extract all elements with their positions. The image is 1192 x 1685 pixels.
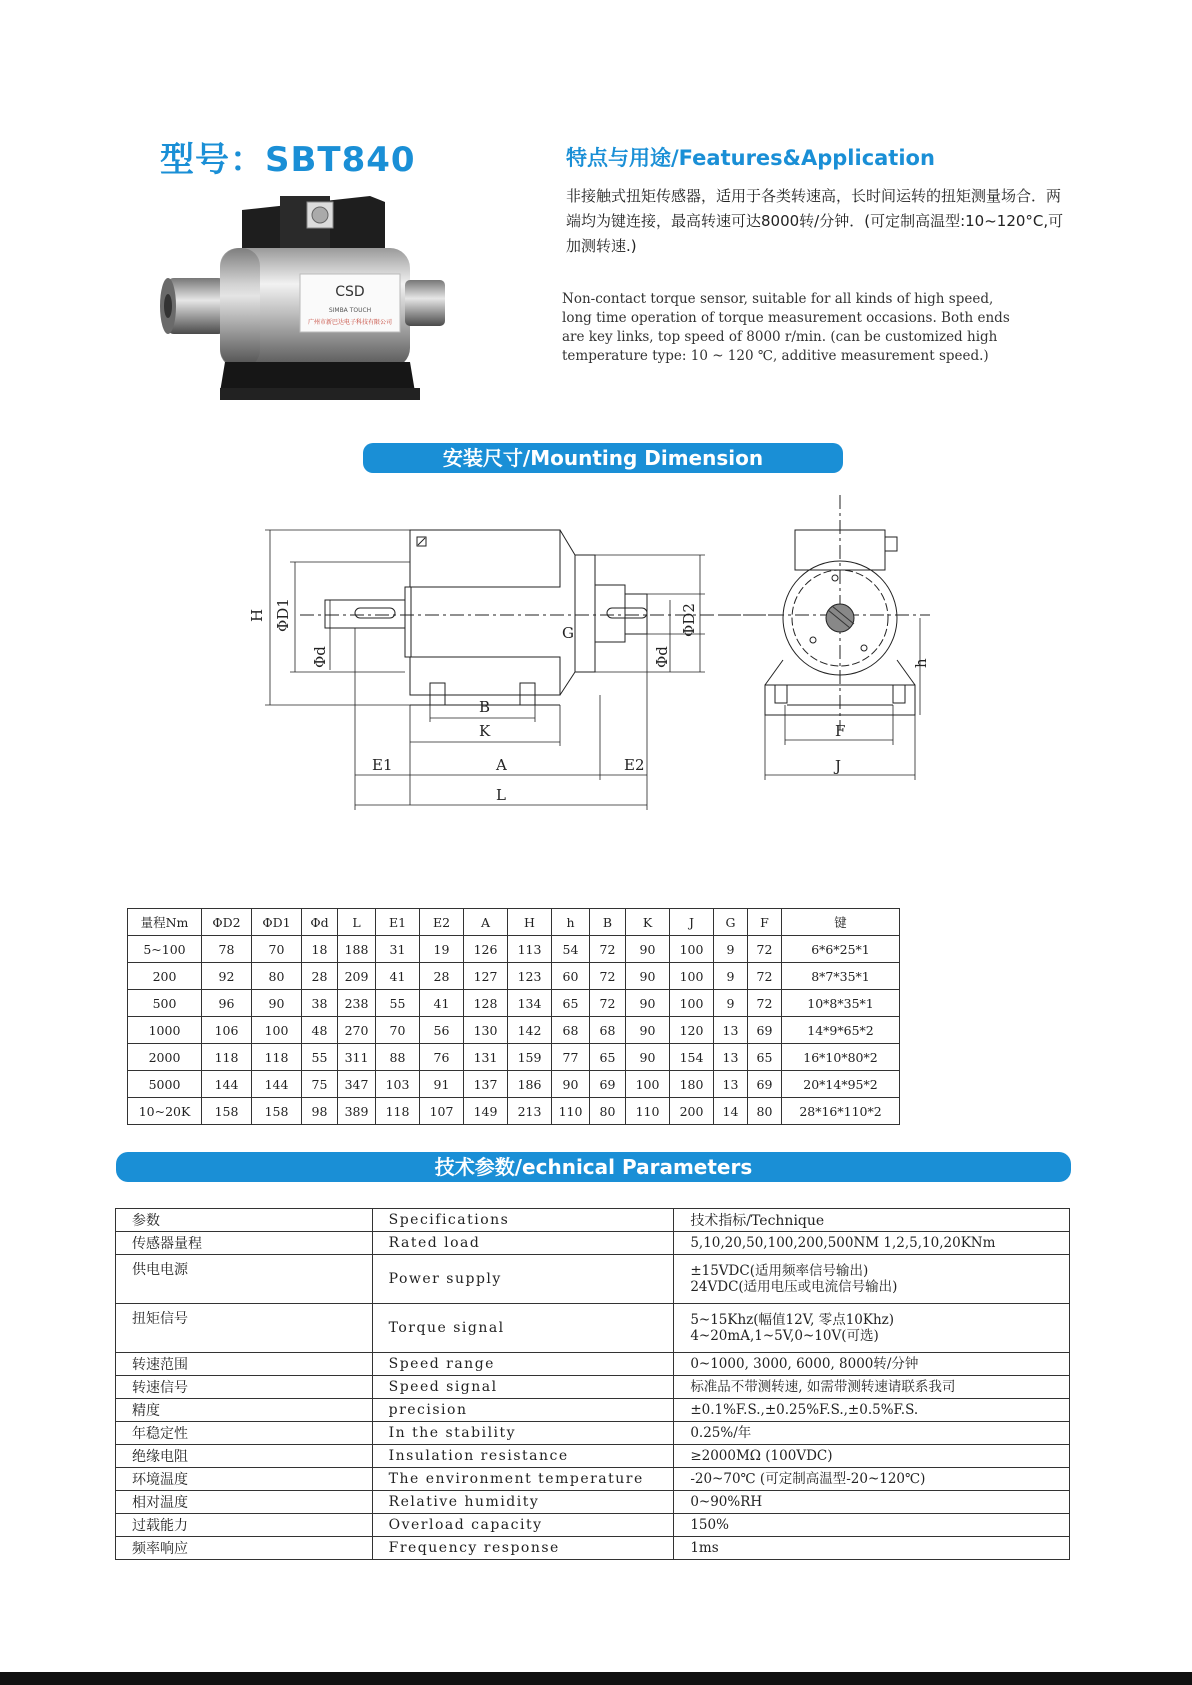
dimension-row — [128, 990, 900, 1017]
dimension-cell: 188 — [338, 936, 376, 963]
dimension-cell: 238 — [338, 990, 376, 1017]
tech-header-spec: Specifications — [372, 1209, 674, 1232]
dimension-cell: 54 — [552, 936, 590, 963]
english-description: Non-contact torque sensor, suitable for all kinds of high speed, long time operation of torque measurement occasions. Both ends are key links, top speed of 8000 r/min. (can be customized high temperature type: 10 ~ 120 ℃, additive measurement speed.) — [562, 291, 1010, 364]
dimension-cell: 90 — [626, 1044, 670, 1071]
tech-param-en: precision — [372, 1399, 674, 1422]
tech-header-row — [116, 1209, 1070, 1232]
dimension-cell: 14*9*65*2 — [782, 1017, 900, 1044]
dimension-cell: 5000 — [128, 1071, 202, 1098]
tech-row — [116, 1422, 1070, 1445]
dimension-cell: 347 — [338, 1071, 376, 1098]
dimension-cell: 90 — [626, 1017, 670, 1044]
dimension-cell: 80 — [252, 963, 302, 990]
dimension-cell: 123 — [508, 963, 552, 990]
tech-param-value — [674, 1422, 1070, 1445]
dimension-cell: 75 — [302, 1071, 338, 1098]
tech-row — [116, 1468, 1070, 1491]
dimension-cell: 1000 — [128, 1017, 202, 1044]
tech-param-cn: 转速信号 — [116, 1376, 373, 1399]
dimension-header-row — [128, 909, 900, 936]
dimension-cell: 68 — [590, 1017, 626, 1044]
dimension-header-cell: H — [508, 909, 552, 936]
tech-param-value — [674, 1353, 1070, 1376]
tech-param-cn: 绝缘电阻 — [116, 1445, 373, 1468]
dimension-cell: 144 — [202, 1071, 252, 1098]
tech-param-en: Power supply — [372, 1255, 674, 1304]
dimension-cell: 106 — [202, 1017, 252, 1044]
model-title: 型号：SBT840 — [160, 140, 416, 180]
dimension-cell: 200 — [670, 1098, 714, 1125]
dimension-cell: 10~20K — [128, 1098, 202, 1125]
tech-row — [116, 1304, 1070, 1353]
dimension-row — [128, 1017, 900, 1044]
dimension-cell: 96 — [202, 990, 252, 1017]
dimension-cell: 56 — [420, 1017, 464, 1044]
technical-parameters-table — [115, 1208, 1070, 1560]
dimension-cell: 68 — [552, 1017, 590, 1044]
dimension-header-cell: G — [714, 909, 748, 936]
dimension-cell: 60 — [552, 963, 590, 990]
dimension-cell: 76 — [420, 1044, 464, 1071]
dimension-cell: 209 — [338, 963, 376, 990]
tech-row — [116, 1514, 1070, 1537]
tech-param-en: In the stability — [372, 1422, 674, 1445]
dimension-header-cell: 键 — [782, 909, 900, 936]
tech-param-value — [674, 1304, 1070, 1353]
dimension-cell: 9 — [714, 990, 748, 1017]
tech-param-cn: 频率响应 — [116, 1537, 373, 1560]
tech-value-line: 4~20mA,1~5V,0~10V(可选) — [690, 1328, 879, 1344]
label-G: G — [562, 624, 574, 642]
label-H: H — [248, 608, 266, 622]
dimension-header-cell: E2 — [420, 909, 464, 936]
dimension-cell: 18 — [302, 936, 338, 963]
dimension-cell: 19 — [420, 936, 464, 963]
tech-row — [116, 1445, 1070, 1468]
label-L: L — [496, 786, 506, 804]
dimension-cell: 92 — [202, 963, 252, 990]
dimension-cell: 100 — [626, 1071, 670, 1098]
dimension-cell: 90 — [626, 963, 670, 990]
label-E2: E2 — [624, 756, 645, 774]
company-text: 广州市新巴达电子科技有限公司 — [307, 319, 393, 326]
dimension-header-cell: h — [552, 909, 590, 936]
dimension-cell: 127 — [464, 963, 508, 990]
dimension-cell: 9 — [714, 936, 748, 963]
tech-value-line: ≥2000MΩ (100VDC) — [690, 1448, 833, 1464]
tech-param-cn: 环境温度 — [116, 1468, 373, 1491]
dimension-cell: 159 — [508, 1044, 552, 1071]
dimension-header-cell: ΦD2 — [202, 909, 252, 936]
chinese-description: 非接触式扭矩传感器，适用于各类转速高，长时间运转的扭矩测量场合．两端均为键连接，最高转速可达8000转/分钟．(可定制高温型:10~120°C,可加测转速.) — [566, 187, 1064, 255]
tech-param-cn: 扭矩信号 — [116, 1304, 373, 1353]
label-h: h — [912, 658, 930, 668]
tech-value-line: ±15VDC(适用频率信号输出) — [690, 1263, 869, 1279]
dimension-cell: 16*10*80*2 — [782, 1044, 900, 1071]
dimension-header-cell: ΦD1 — [252, 909, 302, 936]
svg-text:CSD: CSD — [335, 284, 365, 300]
tech-param-cn: 精度 — [116, 1399, 373, 1422]
label-K: K — [479, 722, 491, 740]
product-photo — [160, 192, 460, 412]
dimension-header-cell: A — [464, 909, 508, 936]
tech-value-line: 0.25%/年 — [690, 1425, 752, 1441]
dimension-cell: 180 — [670, 1071, 714, 1098]
dimension-cell: 28*16*110*2 — [782, 1098, 900, 1125]
tech-row — [116, 1232, 1070, 1255]
dimension-cell: 69 — [748, 1017, 782, 1044]
dimension-cell: 28 — [302, 963, 338, 990]
tech-row — [116, 1399, 1070, 1422]
tech-param-cn: 过载能力 — [116, 1514, 373, 1537]
dimension-cell: 126 — [464, 936, 508, 963]
tech-param-en: The environment temperature — [372, 1468, 674, 1491]
dimension-cell: 186 — [508, 1071, 552, 1098]
dimension-header-cell: B — [590, 909, 626, 936]
dimension-cell: 137 — [464, 1071, 508, 1098]
dimension-header-cell: L — [338, 909, 376, 936]
dimension-cell: 200 — [128, 963, 202, 990]
dimension-cell: 28 — [420, 963, 464, 990]
dimension-cell: 100 — [252, 1017, 302, 1044]
dimension-cell: 128 — [464, 990, 508, 1017]
dimension-cell: 90 — [626, 936, 670, 963]
dimension-cell: 107 — [420, 1098, 464, 1125]
dimension-cell: 70 — [252, 936, 302, 963]
dimension-cell: 158 — [202, 1098, 252, 1125]
dimension-header-cell: K — [626, 909, 670, 936]
tech-param-en: Overload capacity — [372, 1514, 674, 1537]
label-D2: ΦD2 — [680, 603, 698, 637]
dimension-row — [128, 963, 900, 990]
dimension-cell: 72 — [590, 963, 626, 990]
mounting-dimension-header: 安装尺寸/Mounting Dimension — [363, 443, 843, 473]
dimension-cell: 69 — [748, 1071, 782, 1098]
tech-param-value — [674, 1537, 1070, 1560]
tech-param-value — [674, 1445, 1070, 1468]
label-d-left: Φd — [311, 646, 329, 668]
tech-param-cn: 年稳定性 — [116, 1422, 373, 1445]
tech-param-cn: 供电电源 — [116, 1255, 373, 1304]
dimension-cell: 90 — [552, 1071, 590, 1098]
dimension-table — [127, 908, 900, 1125]
dimension-cell: 31 — [376, 936, 420, 963]
dimension-cell: 78 — [202, 936, 252, 963]
dimension-cell: 110 — [626, 1098, 670, 1125]
dimension-cell: 20*14*95*2 — [782, 1071, 900, 1098]
dimension-cell: 5~100 — [128, 936, 202, 963]
tech-row — [116, 1537, 1070, 1560]
logo-text: SIMBA TOUCH — [328, 307, 372, 314]
dimension-cell: 98 — [302, 1098, 338, 1125]
dimension-cell: 10*8*35*1 — [782, 990, 900, 1017]
dimension-cell: 2000 — [128, 1044, 202, 1071]
dimension-cell: 91 — [420, 1071, 464, 1098]
tech-param-en: Torque signal — [372, 1304, 674, 1353]
tech-param-en: Speed signal — [372, 1376, 674, 1399]
tech-row — [116, 1376, 1070, 1399]
dimension-header-cell: J — [670, 909, 714, 936]
dimension-cell: 77 — [552, 1044, 590, 1071]
dimension-cell: 100 — [670, 990, 714, 1017]
label-D1: ΦD1 — [274, 598, 292, 632]
dimension-cell: 88 — [376, 1044, 420, 1071]
dimension-cell: 311 — [338, 1044, 376, 1071]
tech-param-cn: 传感器量程 — [116, 1232, 373, 1255]
dimension-cell: 70 — [376, 1017, 420, 1044]
tech-param-value — [674, 1376, 1070, 1399]
tech-value-line: 5,10,20,50,100,200,500NM 1,2,5,10,20KNm — [690, 1235, 996, 1251]
dimension-cell: 213 — [508, 1098, 552, 1125]
tech-param-en: Frequency response — [372, 1537, 674, 1560]
dimension-cell: 130 — [464, 1017, 508, 1044]
label-A: A — [496, 756, 507, 774]
dimension-cell: 13 — [714, 1044, 748, 1071]
dimension-cell: 69 — [590, 1071, 626, 1098]
dimension-cell: 72 — [748, 936, 782, 963]
dimension-cell: 500 — [128, 990, 202, 1017]
tech-row — [116, 1353, 1070, 1376]
tech-param-value — [674, 1468, 1070, 1491]
dimension-cell: 100 — [670, 963, 714, 990]
dimension-cell: 118 — [376, 1098, 420, 1125]
tech-value-line: 0~90%RH — [690, 1494, 763, 1510]
tech-value-line: 24VDC(适用电压或电流信号输出) — [690, 1279, 898, 1295]
dimension-header-cell: E1 — [376, 909, 420, 936]
dimension-cell: 90 — [626, 990, 670, 1017]
dimension-header-cell: F — [748, 909, 782, 936]
dimension-cell: 144 — [252, 1071, 302, 1098]
dimension-cell: 55 — [376, 990, 420, 1017]
tech-value-line: ±0.1%F.S.,±0.25%F.S.,±0.5%F.S. — [690, 1402, 919, 1418]
dimension-cell: 41 — [376, 963, 420, 990]
dimension-cell: 80 — [748, 1098, 782, 1125]
label-J: J — [835, 757, 842, 775]
dimension-cell: 65 — [552, 990, 590, 1017]
dimension-cell: 13 — [714, 1071, 748, 1098]
dimension-header-cell: 量程Nm — [128, 909, 202, 936]
tech-header-param: 参数 — [116, 1209, 373, 1232]
label-B: B — [479, 698, 491, 716]
dimension-cell: 55 — [302, 1044, 338, 1071]
tech-param-value — [674, 1399, 1070, 1422]
dimension-row — [128, 1071, 900, 1098]
dimension-cell: 48 — [302, 1017, 338, 1044]
dimension-cell: 120 — [670, 1017, 714, 1044]
dimension-row — [128, 936, 900, 963]
dimension-cell: 154 — [670, 1044, 714, 1071]
dimension-header-cell: Φd — [302, 909, 338, 936]
dimension-cell: 149 — [464, 1098, 508, 1125]
bottom-border — [0, 1672, 1192, 1685]
mounting-drawing — [230, 490, 950, 820]
dimension-cell: 72 — [590, 936, 626, 963]
tech-value-line: 1ms — [690, 1540, 719, 1556]
dimension-cell: 65 — [748, 1044, 782, 1071]
dimension-cell: 72 — [748, 990, 782, 1017]
dimension-cell: 80 — [590, 1098, 626, 1125]
dimension-cell: 41 — [420, 990, 464, 1017]
dimension-cell: 131 — [464, 1044, 508, 1071]
dimension-cell: 142 — [508, 1017, 552, 1044]
tech-header-technique: 技术指标/Technique — [674, 1209, 1070, 1232]
tech-value-line: 0~1000, 3000, 6000, 8000转/分钟 — [690, 1356, 919, 1372]
dimension-cell: 134 — [508, 990, 552, 1017]
label-F: F — [835, 722, 846, 740]
dimension-cell: 113 — [508, 936, 552, 963]
tech-param-en: Insulation resistance — [372, 1445, 674, 1468]
tech-param-en: Relative humidity — [372, 1491, 674, 1514]
tech-param-cn: 相对温度 — [116, 1491, 373, 1514]
label-E1: E1 — [372, 756, 393, 774]
label-d-right: Φd — [653, 646, 671, 668]
tech-param-cn: 转速范围 — [116, 1353, 373, 1376]
tech-param-en: Rated load — [372, 1232, 674, 1255]
dimension-cell: 38 — [302, 990, 338, 1017]
tech-row — [116, 1491, 1070, 1514]
features-title: 特点与用途/Features&Application — [566, 146, 935, 170]
dimension-cell: 6*6*25*1 — [782, 936, 900, 963]
tech-param-value — [674, 1232, 1070, 1255]
dimension-cell: 118 — [252, 1044, 302, 1071]
tech-row — [116, 1255, 1070, 1304]
tech-param-en: Speed range — [372, 1353, 674, 1376]
dimension-cell: 118 — [202, 1044, 252, 1071]
dimension-cell: 389 — [338, 1098, 376, 1125]
tech-param-value — [674, 1514, 1070, 1537]
technical-parameters-header: 技术参数/echnical Parameters — [116, 1152, 1071, 1182]
dimension-cell: 110 — [552, 1098, 590, 1125]
dimension-cell: 72 — [590, 990, 626, 1017]
dimension-cell: 9 — [714, 963, 748, 990]
dimension-cell: 90 — [252, 990, 302, 1017]
dimension-row — [128, 1098, 900, 1125]
dimension-cell: 8*7*35*1 — [782, 963, 900, 990]
dimension-cell: 100 — [670, 936, 714, 963]
tech-param-value — [674, 1491, 1070, 1514]
tech-value-line: -20~70℃ (可定制高温型-20~120℃) — [690, 1471, 926, 1487]
dimension-cell: 103 — [376, 1071, 420, 1098]
dimension-cell: 158 — [252, 1098, 302, 1125]
tech-value-line: 150% — [690, 1517, 729, 1533]
tech-param-value — [674, 1255, 1070, 1304]
tech-value-line: 5~15Khz(幅值12V, 零点10Khz) — [690, 1312, 895, 1328]
dimension-cell: 13 — [714, 1017, 748, 1044]
dimension-cell: 14 — [714, 1098, 748, 1125]
dimension-cell: 72 — [748, 963, 782, 990]
dimension-cell: 65 — [590, 1044, 626, 1071]
dimension-row — [128, 1044, 900, 1071]
dimension-cell: 270 — [338, 1017, 376, 1044]
tech-value-line: 标准品不带测转速, 如需带测转速请联系我司 — [690, 1379, 956, 1395]
